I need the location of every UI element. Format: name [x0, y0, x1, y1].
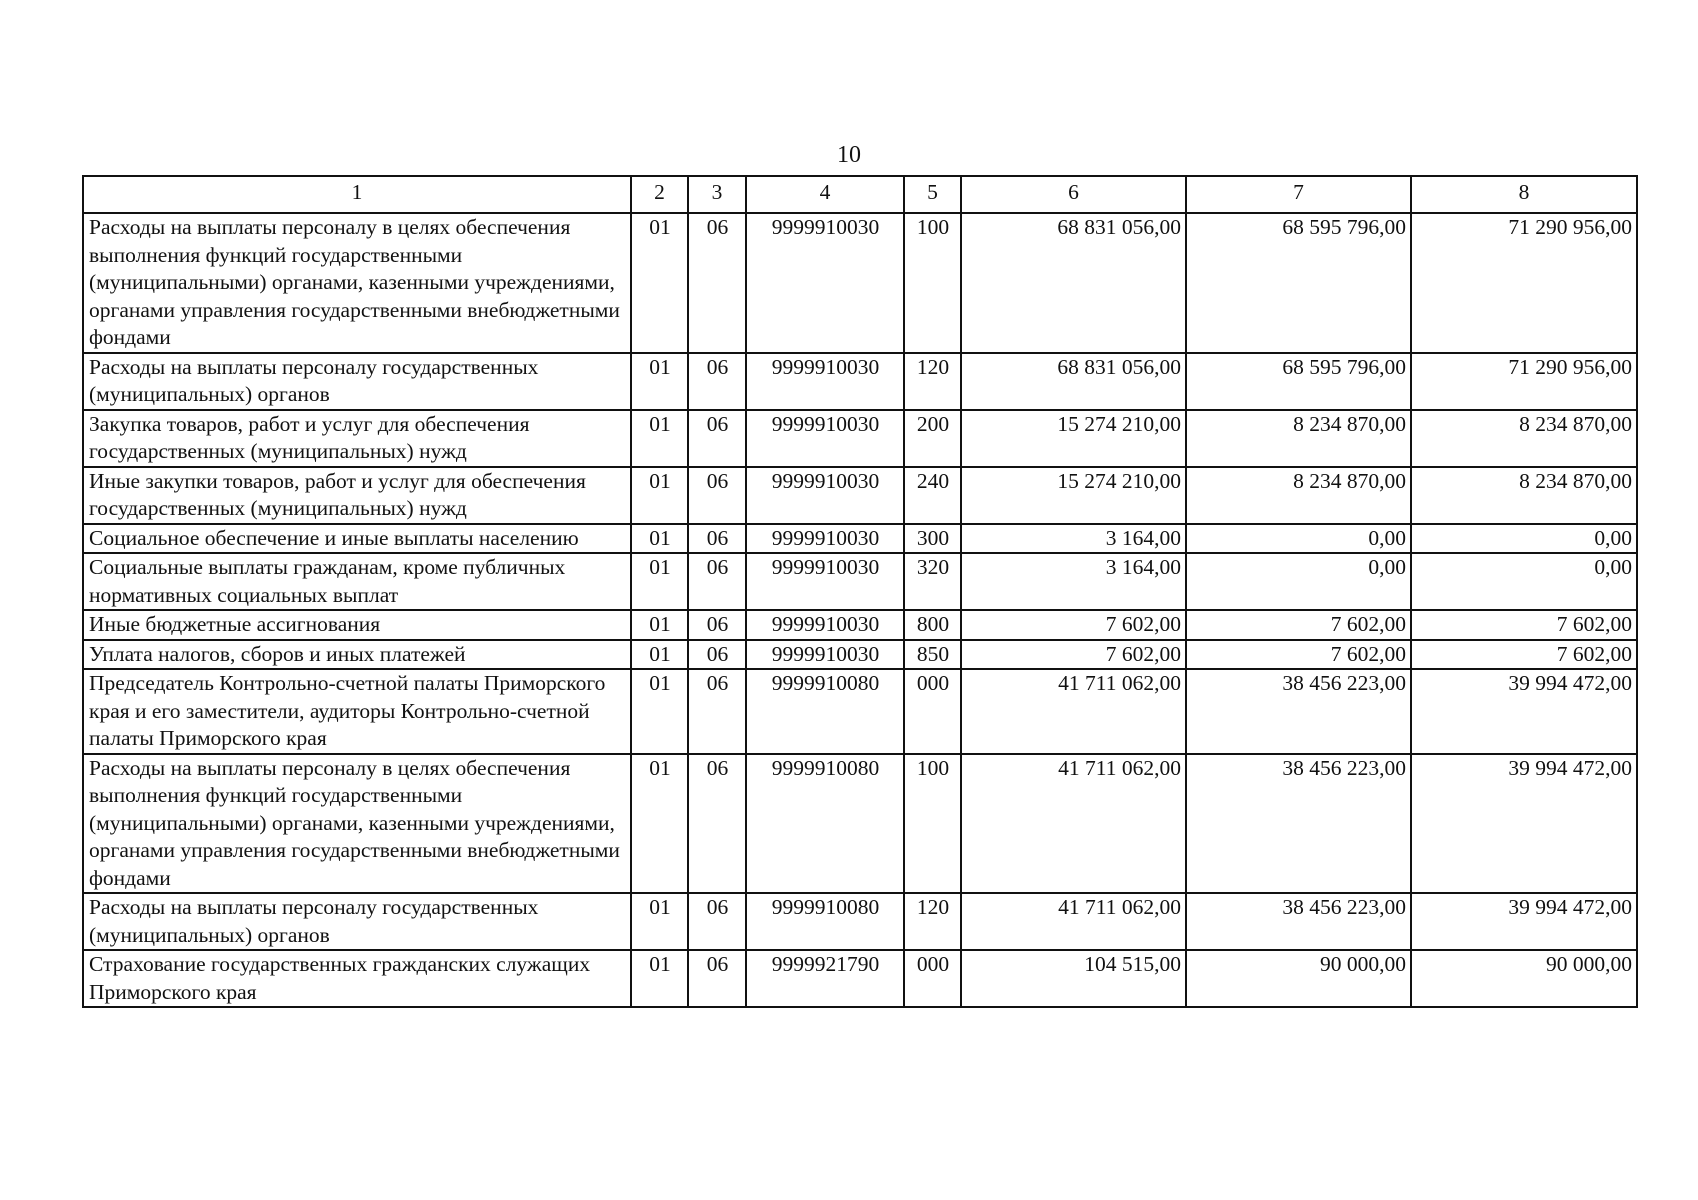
table-row: [83, 610, 1637, 640]
subsection-code: 06: [688, 467, 746, 524]
expense-type-code: 200: [904, 410, 961, 467]
expense-type-code: 850: [904, 640, 961, 670]
amount-col-7: 0,00: [1186, 524, 1411, 554]
amount-col-7: 38 456 223,00: [1186, 754, 1411, 894]
amount-col-6: 15 274 210,00: [961, 467, 1186, 524]
subsection-code: 06: [688, 213, 746, 353]
section-code: 01: [631, 213, 688, 353]
target-article-code: 9999910030: [746, 467, 904, 524]
expense-name: Иные закупки товаров, работ и услуг для обеспечения государственных (муниципальных) нужд: [83, 467, 631, 524]
subsection-code: 06: [688, 353, 746, 410]
column-header-5: 5: [904, 176, 961, 213]
section-code: 01: [631, 754, 688, 894]
table-row: [83, 754, 1637, 894]
subsection-code: 06: [688, 950, 746, 1007]
column-header-1: 1: [83, 176, 631, 213]
amount-col-7: 38 456 223,00: [1186, 669, 1411, 754]
expense-type-code: 800: [904, 610, 961, 640]
budget-table: [82, 175, 1638, 1008]
subsection-code: 06: [688, 524, 746, 554]
column-header-6: 6: [961, 176, 1186, 213]
amount-col-8: 71 290 956,00: [1411, 213, 1637, 353]
amount-col-6: 3 164,00: [961, 524, 1186, 554]
amount-col-7: 68 595 796,00: [1186, 213, 1411, 353]
amount-col-8: 71 290 956,00: [1411, 353, 1637, 410]
target-article-code: 9999910080: [746, 893, 904, 950]
table-row: [83, 640, 1637, 670]
expense-name: Страхование государственных гражданских служащих Приморского края: [83, 950, 631, 1007]
target-article-code: 9999910030: [746, 410, 904, 467]
target-article-code: 9999910030: [746, 353, 904, 410]
table-row: [83, 213, 1637, 353]
amount-col-8: 7 602,00: [1411, 640, 1637, 670]
expense-name: Расходы на выплаты персоналу в целях обеспечения выполнения функций государственными (муниципальными) органами, казенными учреждениями, органами управления государственными внебюджетными фондами: [83, 213, 631, 353]
section-code: 01: [631, 610, 688, 640]
table-row: [83, 950, 1637, 1007]
expense-type-code: 120: [904, 893, 961, 950]
amount-col-8: 8 234 870,00: [1411, 410, 1637, 467]
section-code: 01: [631, 893, 688, 950]
expense-name: Социальные выплаты гражданам, кроме публичных нормативных социальных выплат: [83, 553, 631, 610]
subsection-code: 06: [688, 553, 746, 610]
table-row: [83, 353, 1637, 410]
amount-col-6: 41 711 062,00: [961, 754, 1186, 894]
amount-col-8: 39 994 472,00: [1411, 754, 1637, 894]
amount-col-7: 7 602,00: [1186, 610, 1411, 640]
column-header-4: 4: [746, 176, 904, 213]
amount-col-7: 38 456 223,00: [1186, 893, 1411, 950]
expense-type-code: 120: [904, 353, 961, 410]
amount-col-8: 7 602,00: [1411, 610, 1637, 640]
subsection-code: 06: [688, 410, 746, 467]
section-code: 01: [631, 640, 688, 670]
section-code: 01: [631, 410, 688, 467]
amount-col-7: 7 602,00: [1186, 640, 1411, 670]
expense-name: Уплата налогов, сборов и иных платежей: [83, 640, 631, 670]
amount-col-7: 90 000,00: [1186, 950, 1411, 1007]
target-article-code: 9999910080: [746, 669, 904, 754]
table-row: [83, 467, 1637, 524]
amount-col-6: 41 711 062,00: [961, 669, 1186, 754]
expense-type-code: 300: [904, 524, 961, 554]
target-article-code: 9999910030: [746, 610, 904, 640]
amount-col-7: 8 234 870,00: [1186, 410, 1411, 467]
target-article-code: 9999921790: [746, 950, 904, 1007]
amount-col-8: 39 994 472,00: [1411, 893, 1637, 950]
section-code: 01: [631, 467, 688, 524]
expense-type-code: 320: [904, 553, 961, 610]
subsection-code: 06: [688, 640, 746, 670]
section-code: 01: [631, 669, 688, 754]
expense-name: Председатель Контрольно-счетной палаты Приморского края и его заместители, аудиторы Контрольно-счетной палаты Приморского края: [83, 669, 631, 754]
section-code: 01: [631, 524, 688, 554]
subsection-code: 06: [688, 893, 746, 950]
page-number: 10: [837, 142, 861, 168]
target-article-code: 9999910030: [746, 524, 904, 554]
column-header-8: 8: [1411, 176, 1637, 213]
amount-col-8: 90 000,00: [1411, 950, 1637, 1007]
subsection-code: 06: [688, 669, 746, 754]
column-header-2: 2: [631, 176, 688, 213]
target-article-code: 9999910030: [746, 213, 904, 353]
target-article-code: 9999910030: [746, 640, 904, 670]
header-row: [83, 176, 1637, 213]
amount-col-6: 68 831 056,00: [961, 213, 1186, 353]
column-header-3: 3: [688, 176, 746, 213]
section-code: 01: [631, 950, 688, 1007]
section-code: 01: [631, 553, 688, 610]
expense-type-code: 000: [904, 669, 961, 754]
target-article-code: 9999910030: [746, 553, 904, 610]
target-article-code: 9999910080: [746, 754, 904, 894]
amount-col-7: 0,00: [1186, 553, 1411, 610]
expense-name: Расходы на выплаты персоналу государственных (муниципальных) органов: [83, 353, 631, 410]
expense-name: Расходы на выплаты персоналу в целях обеспечения выполнения функций государственными (муниципальными) органами, казенными учреждениями, органами управления государственными внебюджетными фондами: [83, 754, 631, 894]
amount-col-8: 8 234 870,00: [1411, 467, 1637, 524]
subsection-code: 06: [688, 754, 746, 894]
amount-col-8: 0,00: [1411, 524, 1637, 554]
expense-name: Иные бюджетные ассигнования: [83, 610, 631, 640]
table-row: [83, 410, 1637, 467]
expense-type-code: 000: [904, 950, 961, 1007]
subsection-code: 06: [688, 610, 746, 640]
amount-col-6: 7 602,00: [961, 640, 1186, 670]
amount-col-6: 3 164,00: [961, 553, 1186, 610]
table-row: [83, 553, 1637, 610]
amount-col-8: 0,00: [1411, 553, 1637, 610]
expense-type-code: 100: [904, 213, 961, 353]
amount-col-7: 68 595 796,00: [1186, 353, 1411, 410]
amount-col-6: 68 831 056,00: [961, 353, 1186, 410]
amount-col-7: 8 234 870,00: [1186, 467, 1411, 524]
expense-type-code: 240: [904, 467, 961, 524]
column-header-7: 7: [1186, 176, 1411, 213]
expense-name: Закупка товаров, работ и услуг для обеспечения государственных (муниципальных) нужд: [83, 410, 631, 467]
amount-col-6: 15 274 210,00: [961, 410, 1186, 467]
amount-col-6: 7 602,00: [961, 610, 1186, 640]
amount-col-8: 39 994 472,00: [1411, 669, 1637, 754]
table-row: [83, 669, 1637, 754]
expense-type-code: 100: [904, 754, 961, 894]
table-row: [83, 893, 1637, 950]
expense-name: Социальное обеспечение и иные выплаты населению: [83, 524, 631, 554]
table-row: [83, 524, 1637, 554]
section-code: 01: [631, 353, 688, 410]
expense-name: Расходы на выплаты персоналу государственных (муниципальных) органов: [83, 893, 631, 950]
amount-col-6: 104 515,00: [961, 950, 1186, 1007]
amount-col-6: 41 711 062,00: [961, 893, 1186, 950]
